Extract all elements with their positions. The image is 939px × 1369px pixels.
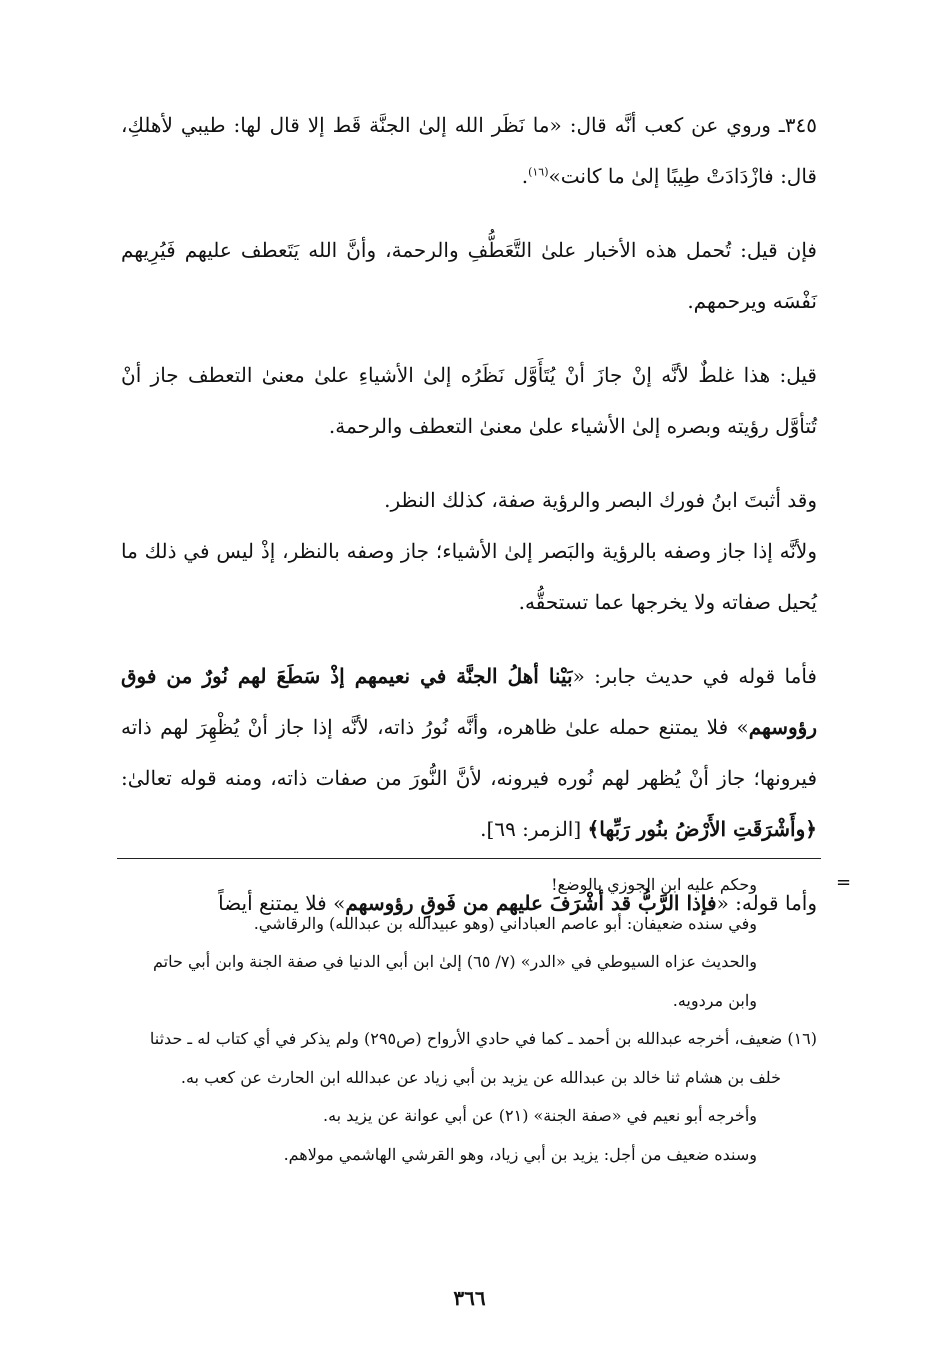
footnote-line: وسنده ضعيف من أجل: يزيد بن أبي زياد، وهو القرشي الهاشمي مولاهم. <box>283 1144 757 1164</box>
lord-intro: وأما قوله: « <box>716 891 817 915</box>
footnote-line: وفي سنده ضعيفان: أبو عاصم العباداني (وهو عبيدالله بن عبدالله) والرقاشي. <box>253 913 757 933</box>
jabir-intro: فأما قوله في حديث جابر: « <box>572 664 817 688</box>
paragraph-objection: فإن قيل: تُحمل هذه الأخبار علىٰ التَّعَطُّفِ والرحمة، وأنَّ الله يَتَعطف عليهم فَيُرِيهم نَفْسَه ويرحمهم. <box>121 238 817 313</box>
paragraph-345-text: ٣٤٥ـ وروي عن كعب أنَّه قال: «ما نَظَر الله إلىٰ الجنَّة قَط إلا قال لها: طيبي لأهلكِ، قال: فازْدَادَتْ طِيبًا إلىٰ ما كانت» <box>121 113 817 188</box>
paragraph-345-end: . <box>521 164 529 188</box>
footnote-16: (١٦) ضعيف، أخرجه عبدالله بن أحمد ـ كما في حادي الأرواح (ص٢٩٥) ولم يذكر في أي كتاب له ـ حدثنا خلف بن هشام ثنا خالد بن عبدالله عن يزيد بن أبي زياد عن عبدالله ابن الحارث عن كعب به. <box>149 1029 817 1087</box>
jabir-commentary: » فلا يمتنع حمله علىٰ ظاهره، وأنَّه نُورُ ذاته، لأنَّه إذا جاز أنْ يُظْهِرَ لهم ذاته فيرونها؛ جاز أنْ يُظهر لهم نُوره فيرونه، لأنَّ النُّورَ من صفات ذاته، ومنه قوله تعالىٰ: <box>121 715 817 790</box>
paragraph-reply: قيل: هذا غلطٌ لأنَّه إنْ جازَ أنْ يُتَأَوَّل نَظَرُه إلىٰ الأشياءِ علىٰ معنىٰ التعطف جاز أنْ تُتأوَّل رؤيته وبصره إلىٰ الأشياء علىٰ معنىٰ التعطف والرحمة. <box>121 363 817 438</box>
lord-commentary: » فلا يمتنع أيضاً <box>218 891 346 915</box>
main-text <box>121 100 817 929</box>
paragraph-345 <box>121 100 817 202</box>
quran-verse: ﴿وأَشْرَقَتِ الأَرْضُ بنُور رَبِّها﴾ <box>587 817 817 841</box>
paragraph-jabir-hadith <box>121 651 817 855</box>
verse-citation: [الزمر: ٦٩]. <box>480 817 588 841</box>
lord-quote: فإذا الرَّبُّ قد أشْرَفَ عليهم من فَوقِ رؤوسهم <box>345 891 717 915</box>
paragraph-ibn-furak: وقد أثبتَ ابنُ فورك البصر والرؤية صفة، كذلك النظر. <box>384 488 817 512</box>
footnote-line: وأخرجه أبو نعيم في «صفة الجنة» (٢١) عن أبي عوانة عن يزيد به. <box>323 1106 757 1125</box>
footnote-line: وحكم عليه ابن الجوزي بالوضع! <box>551 875 757 894</box>
footnote-separator <box>117 858 821 859</box>
paragraph-sight: ولأنَّه إذا جاز وصفه بالرؤية والبَصر إلىٰ الأشياء؛ جاز وصفه بالنظر، إذْ ليس في ذلك ما يُحيل صفاته ولا يخرجها عما تستحقُّه. <box>121 539 818 614</box>
footnotes <box>123 866 817 1174</box>
footnote-continuation-mark: = <box>836 872 852 893</box>
footnote-ref-16: (١٦) <box>528 165 549 179</box>
jabir-quote: بَيْنا أهلُ الجنَّة في نعيمهم إذْ سَطَعَ لهم نُورٌ من فوق رؤوسهم <box>121 664 817 739</box>
page-number: ٣٦٦ <box>453 1286 486 1310</box>
footnote-line: والحديث عزاه السيوطي في «الدر» (٧/ ٦٥) إلىٰ ابن أبي الدنيا في صفة الجنة وابن أبي حاتم وابن مردويه. <box>153 952 757 1010</box>
